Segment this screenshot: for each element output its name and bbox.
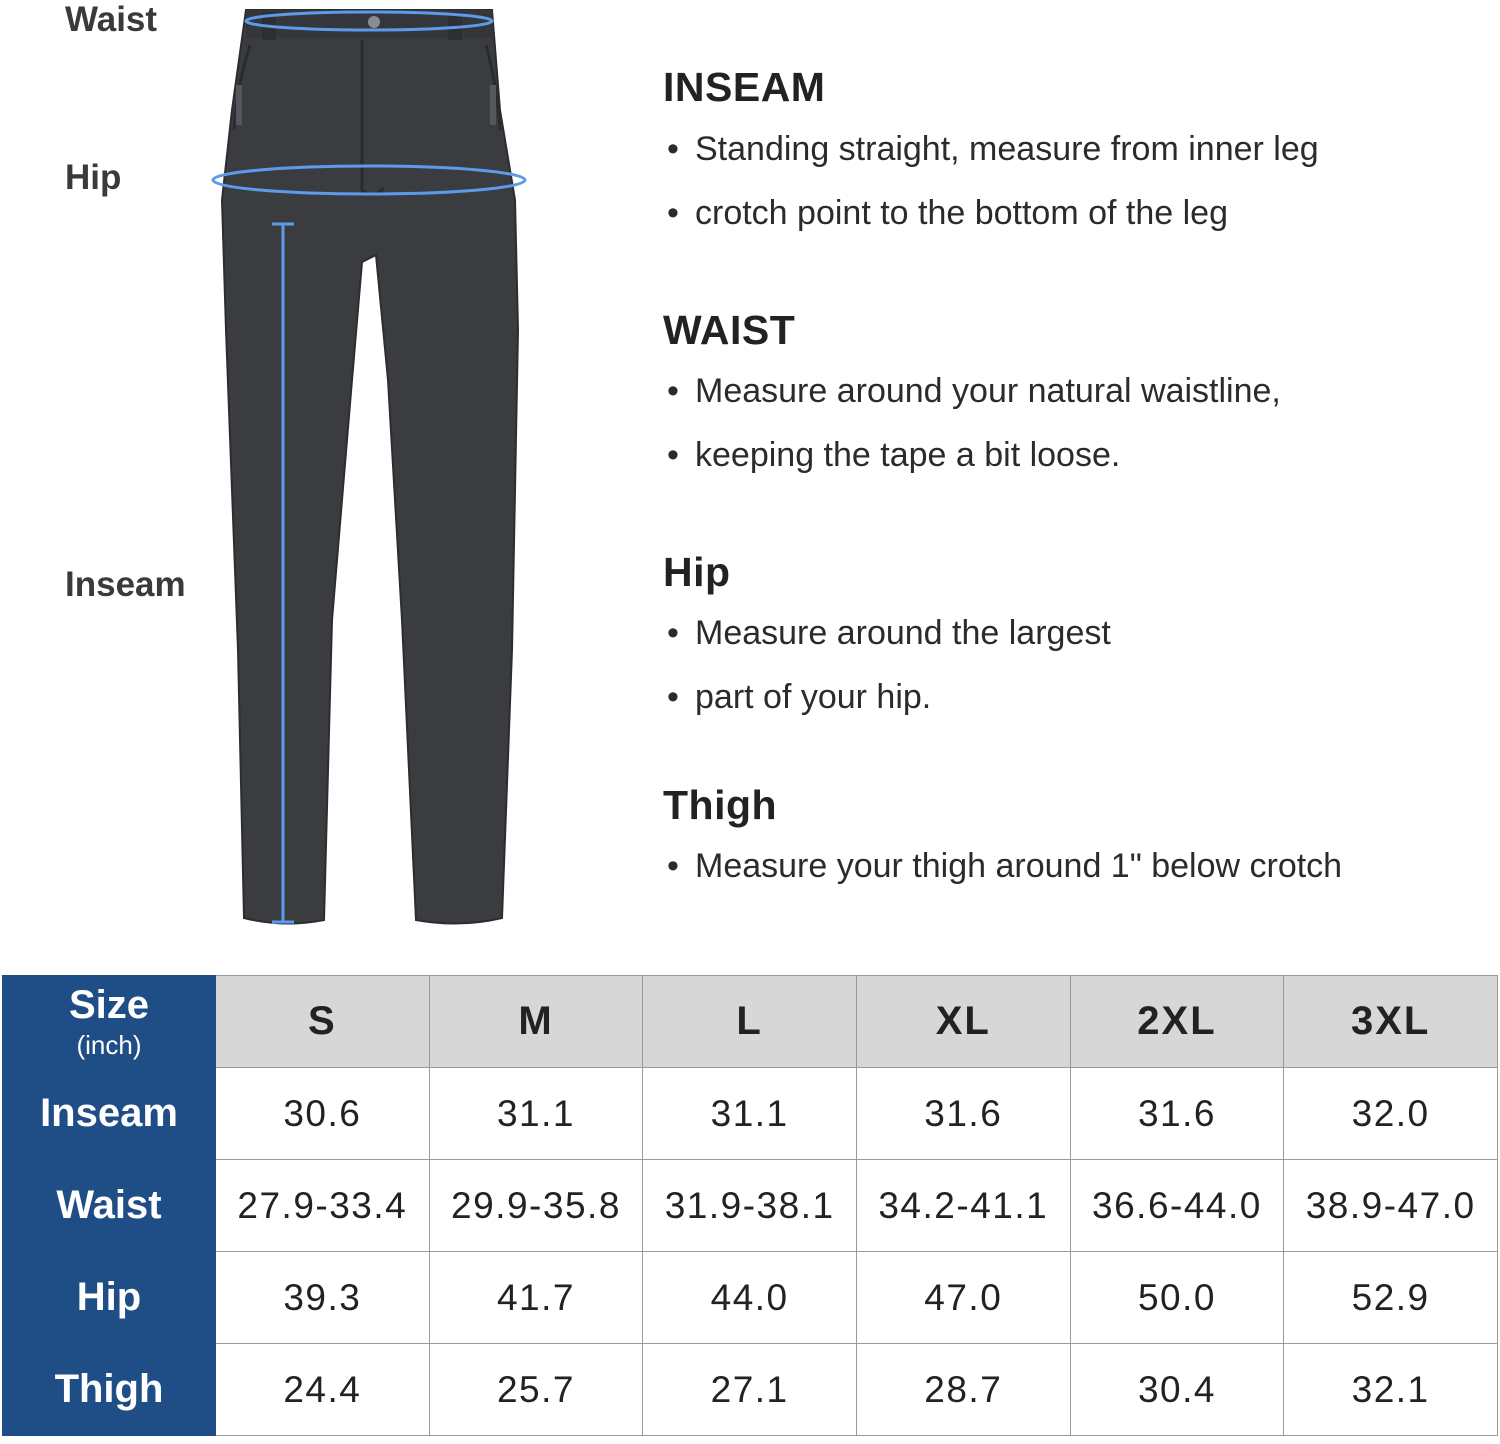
table-cell: 25.7 [429, 1344, 643, 1436]
table-cell: 39.3 [216, 1252, 430, 1344]
waist-guide-title: WAIST [663, 307, 796, 353]
table-cell: 44.0 [643, 1252, 857, 1344]
waist-diagram-label: Waist [65, 0, 158, 39]
table-cell: 30.6 [216, 1068, 430, 1160]
table-cell: 27.1 [643, 1344, 857, 1436]
inseam-guide-line-1: • Standing straight, measure from inner leg [663, 132, 1483, 166]
table-row-thigh [3, 1344, 1498, 1436]
table-cell: 41.7 [429, 1252, 643, 1344]
table-cell: 31.6 [1070, 1068, 1284, 1160]
table-cell: 30.4 [1070, 1344, 1284, 1436]
thigh-guide-title: Thigh [663, 782, 778, 828]
table-row-hip [3, 1252, 1498, 1344]
size-chart-table [2, 975, 1498, 1436]
row-label-hip: Hip [3, 1252, 216, 1344]
hip-guide-line-2: • part of your hip. [663, 680, 1483, 714]
size-header-row [3, 976, 1498, 1068]
waist-guide [663, 307, 1483, 474]
size-header-s: S [216, 976, 430, 1068]
pants-illustration [200, 0, 540, 940]
table-cell: 32.1 [1284, 1344, 1498, 1436]
table-cell: 31.1 [429, 1068, 643, 1160]
row-label-thigh: Thigh [3, 1344, 216, 1436]
size-header-m: M [429, 976, 643, 1068]
waist-guide-line-2: • keeping the tape a bit loose. [663, 438, 1483, 472]
table-cell: 32.0 [1284, 1068, 1498, 1160]
table-cell: 38.9-47.0 [1284, 1160, 1498, 1252]
inseam-guide [663, 64, 1483, 232]
table-cell: 31.6 [856, 1068, 1070, 1160]
size-corner-unit: (inch) [76, 1029, 142, 1060]
inseam-guide-title: INSEAM [663, 64, 826, 110]
thigh-guide-line-1: • Measure your thigh around 1" below crotch [663, 849, 1483, 883]
row-label-waist: Waist [3, 1160, 216, 1252]
inseam-diagram-label: Inseam [65, 565, 186, 604]
size-header-l: L [643, 976, 857, 1068]
table-cell: 50.0 [1070, 1252, 1284, 1344]
table-cell: 31.1 [643, 1068, 857, 1160]
waist-guide-line-1: • Measure around your natural waistline, [663, 374, 1483, 408]
table-cell: 36.6-44.0 [1070, 1160, 1284, 1252]
size-corner-cell [3, 976, 216, 1068]
table-cell: 27.9-33.4 [216, 1160, 430, 1252]
size-corner-title: Size [68, 982, 150, 1027]
table-cell: 47.0 [856, 1252, 1070, 1344]
hip-diagram-label: Hip [65, 158, 122, 197]
hip-guide [663, 549, 1483, 716]
hip-guide-line-1: • Measure around the largest [663, 616, 1483, 650]
hip-guide-title: Hip [663, 549, 731, 595]
table-cell: 31.9-38.1 [643, 1160, 857, 1252]
row-label-inseam: Inseam [3, 1068, 216, 1160]
table-row-waist [3, 1160, 1498, 1252]
table-cell: 24.4 [216, 1344, 430, 1436]
table-cell: 29.9-35.8 [429, 1160, 643, 1252]
table-row-inseam [3, 1068, 1498, 1160]
inseam-guide-line-2: • crotch point to the bottom of the leg [663, 196, 1483, 230]
table-cell: 28.7 [856, 1344, 1070, 1436]
table-cell: 52.9 [1284, 1252, 1498, 1344]
size-header-3xl: 3XL [1284, 976, 1498, 1068]
table-cell: 34.2-41.1 [856, 1160, 1070, 1252]
pants-silhouette [222, 10, 518, 924]
thigh-guide [663, 782, 1483, 885]
size-header-xl: XL [856, 976, 1070, 1068]
size-header-2xl: 2XL [1070, 976, 1284, 1068]
